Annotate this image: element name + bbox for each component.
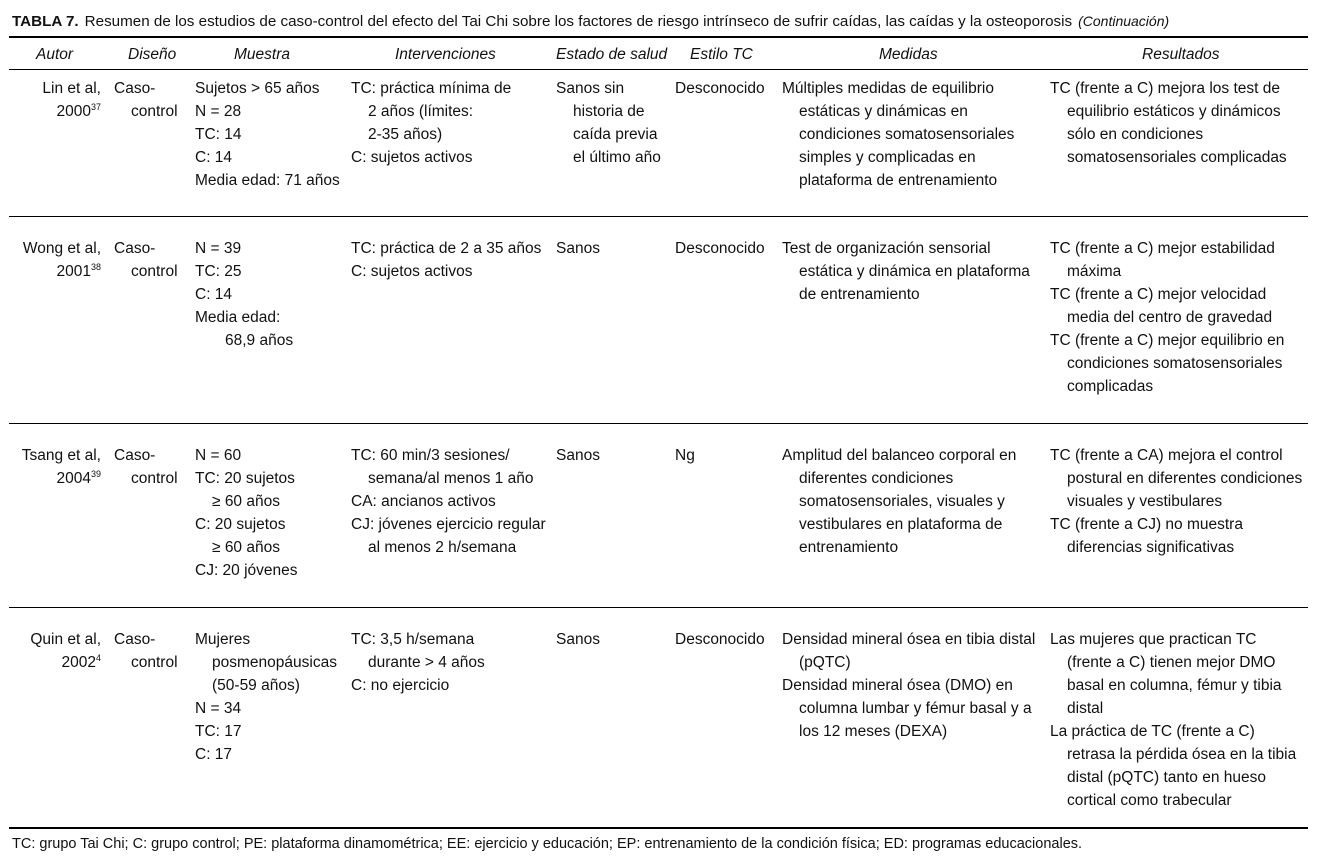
header-diseno: Diseño <box>128 46 177 63</box>
row-3-estado: Sanos <box>556 447 600 464</box>
row-divider-1 <box>9 216 1308 217</box>
row-2-intervenciones: TC: práctica de 2 a 35 años C: sujetos activos <box>351 240 542 280</box>
row-divider-3 <box>9 607 1308 608</box>
row-4-estado: Sanos <box>556 631 600 648</box>
header-estilo-tc: Estilo TC <box>690 46 753 63</box>
header-muestra: Muestra <box>234 46 290 63</box>
row-2-medidas: Test de organización sensorial estática y dinámica en plataforma de entrenamiento <box>782 240 1030 303</box>
row-2-estilo: Desconocido <box>675 240 765 257</box>
caption-text: Resumen de los estudios de caso-control del efecto del Tai Chi sobre los factores de riesgo intrínseco de sufrir caídas, las caídas y la osteoporosis <box>84 13 1073 30</box>
row-3-estilo: Ng <box>675 447 695 464</box>
row-1-intervenciones: TC: práctica mínima de 2 años (límites: 2-35 años) C: sujetos activos <box>351 80 512 166</box>
caption-label: TABLA 7. <box>12 13 79 30</box>
row-2-estado: Sanos <box>556 240 600 257</box>
caption-continuation: (Continuación) <box>1078 13 1170 29</box>
row-1-diseno: Caso- control <box>114 80 178 120</box>
header-rule <box>9 69 1308 70</box>
row-4-resultados: Las mujeres que practican TC (frente a C) tienen mejor DMO basal en columna, fémur y tibia distal La práctica de TC (frente a C) retrasa la pérdida ósea en la tibia distal (pQTC) tanto en hueso cortical como trabecular <box>1050 631 1297 809</box>
row-1-estilo: Desconocido <box>675 80 765 97</box>
header-resultados: Resultados <box>1142 46 1220 63</box>
row-divider-2 <box>9 423 1308 424</box>
table-caption <box>12 11 1312 32</box>
row-1-medidas: Múltiples medidas de equilibrio estáticas y dinámicas en condiciones somatosensoriales simples y complicadas en plataforma de entrenamiento <box>782 80 1015 189</box>
header-autor: Autor <box>36 46 74 63</box>
row-4-autor: Quin et al, 2002$^4$ <box>30 631 101 671</box>
row-2-muestra: N = 39 TC: 25 C: 14 Media edad: 68,9 años <box>195 240 294 349</box>
header-estado-salud: Estado de salud <box>556 46 668 63</box>
row-2-diseno: Caso- control <box>114 240 178 280</box>
row-2-autor: Wong et al, 2001$^{38}$ <box>22 240 101 280</box>
row-4-intervenciones: TC: 3,5 h/semana durante > 4 años C: no ejercicio <box>351 631 485 694</box>
row-3-intervenciones: TC: 60 min/3 sesiones/ semana/al menos 1 año CA: ancianos activos CJ: jóvenes ejercicio regular al menos 2 h/semana <box>351 447 546 556</box>
row-1-autor: Lin et al, 2000$^{37}$ <box>42 80 101 120</box>
top-rule <box>9 36 1308 38</box>
row-1-estado: Sanos sin historia de caída previa el último año <box>556 80 661 166</box>
row-4-estilo: Desconocido <box>675 631 765 648</box>
row-3-resultados: TC (frente a CA) mejora el control postural en diferentes condiciones visuales y vestibulares TC (frente a CJ) no muestra diferencias significativas <box>1050 447 1303 556</box>
table-footnote: TC: grupo Tai Chi; C: grupo control; PE: plataforma dinamométrica; EE: ejercicio y educación; EP: entrenamiento de la condición física; ED: programas educacionales. <box>12 836 1083 852</box>
row-2-resultados: TC (frente a C) mejor estabilidad máxima TC (frente a C) mejor velocidad media del centro de gravedad TC (frente a C) mejor equilibrio en condiciones somatosensoriales complicadas <box>1050 240 1285 395</box>
row-1-resultados: TC (frente a C) mejora los test de equilibrio estáticos y dinámicos sólo en condiciones somatosensoriales complicadas <box>1050 80 1287 166</box>
row-3-diseno: Caso- control <box>114 447 178 487</box>
row-4-medidas: Densidad mineral ósea en tibia distal (pQTC) Densidad mineral ósea (DMO) en columna lumbar y fémur basal y a los 12 meses (DEXA) <box>782 631 1036 740</box>
row-3-autor: Tsang et al, 2004$^{39}$ <box>21 447 101 487</box>
header-medidas: Medidas <box>879 46 938 63</box>
header-intervenciones: Intervenciones <box>395 46 496 63</box>
row-4-diseno: Caso- control <box>114 631 178 671</box>
row-3-medidas: Amplitud del balanceo corporal en diferentes condiciones somatosensoriales, visuales y vestibulares en plataforma de entrenamiento <box>782 447 1017 556</box>
row-1-muestra: Sujetos > 65 años N = 28 TC: 14 C: 14 Media edad: 71 años <box>195 80 340 189</box>
row-3-muestra: N = 60 TC: 20 sujetos ≥ 60 años C: 20 sujetos ≥ 60 años CJ: 20 jóvenes <box>195 447 298 579</box>
row-4-muestra: Mujeres posmenopáusicas (50-59 años) N = 34 TC: 17 C: 17 <box>195 631 337 763</box>
bottom-rule <box>9 827 1308 829</box>
